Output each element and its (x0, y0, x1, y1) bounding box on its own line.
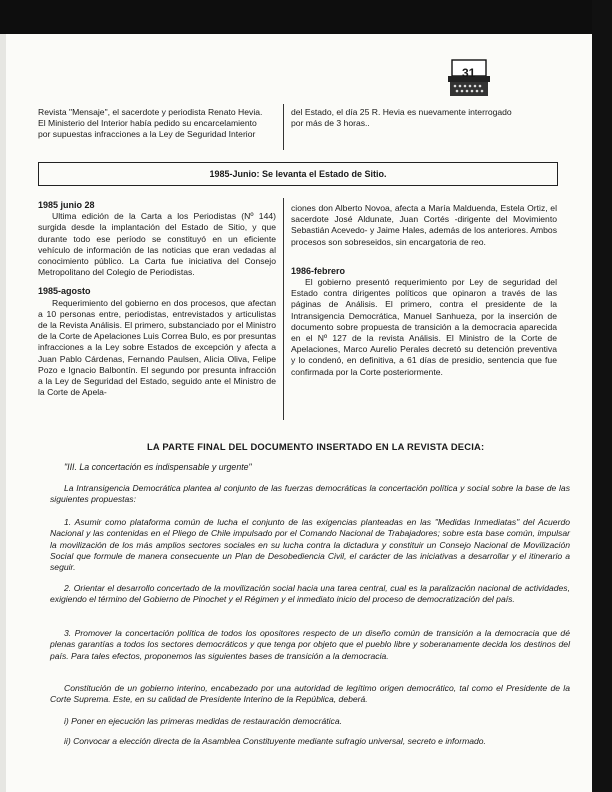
top-right-text (291, 107, 561, 129)
text-line: por más de 3 horas.. (291, 118, 370, 129)
right-column (291, 203, 557, 378)
text-line: por supuestas infracciones a la Ley de Seguridad Interior (38, 129, 256, 140)
entry-heading: 1985 junio 28 (38, 200, 95, 210)
scan-border-top (0, 0, 612, 34)
doc-paragraph: ii) Convocar a elección directa de la Asamblea Constituyente mediante sufragio universal, secreto e informado. (64, 736, 486, 746)
left-column (38, 200, 276, 398)
document-constitution (50, 683, 570, 706)
text-line: Revista "Mensaje", el sacerdote y periodista Renato Hevia. (38, 107, 263, 117)
document-item-1 (50, 517, 570, 573)
text-line: El Ministerio del Interior había pedido su encarcelamiento (38, 118, 257, 129)
document-sub-i (50, 716, 570, 727)
text-line: del Estado, el día 25 R. Hevia es nuevamente interrogado (291, 107, 512, 117)
doc-paragraph: 2. Orientar el desarrollo concertado de la movilización social hacia una tarea central, cual es la paralización nacional de actividades, exigiendo el término del Gobierno de Pinochet y el Régimen y el inmediato inicio del proceso de democratización del país. (50, 583, 570, 605)
column-divider (283, 104, 284, 150)
doc-paragraph: 1. Asumir como plataforma común de lucha el conjunto de las exigencias planteadas en las "Medidas Inmediatas" del Acuerdo Nacional y las contenidas en el Pliego de Chile impulsado por el Comando Nacional de Trabajadores; sobre esta base común, impulsar la movilización de los más amplios sectores sociales en su lucha contra la dictadura y constituir un Consejo Nacional de Movilización Social que formule de manera consecuente un Plan de Desobediencia Civil, el carácter de las iniciativas a desarrollar y el itinerario a seguir. (50, 517, 570, 573)
page-number: 31 (462, 66, 476, 80)
document-sub-ii (50, 736, 570, 747)
entry-paragraph: ciones don Alberto Novoa, afecta a María Malduenda, Estela Ortiz, el sacerdote José Aldunate, Juan Cortés -dirigente del Movimiento Sebastián Acevedo- y Jaime Hales, además de los anteriores. Ambos procesos son sobreseidos, sin encargatoria de reo. (291, 203, 557, 247)
scan-border-right (592, 0, 612, 792)
section-title: LA PARTE FINAL DEL DOCUMENTO INSERTADO EN LA REVISTA DECIA: (147, 441, 485, 452)
scan-border-left (0, 34, 6, 792)
entry-heading: 1986-febrero (291, 265, 346, 276)
doc-paragraph: Constitución de un gobierno interino, encabezado por una autoridad de legítimo origen democrático, tal como el Presidente de la Corte Suprema. Este, en su calidad de Presidente Interino de la República, deberá. (50, 683, 570, 705)
entry-heading: 1985-agosto (38, 286, 91, 297)
column-divider (283, 198, 284, 420)
entry-paragraph: El gobierno presentó requerimiento por Ley de seguridad del Estado contra dirigentes políticos que opinaron a través de las páginas de Análisis. El primero, contra el presidente de la Intransigencia Democrática, Manuel Sanhueza, por la inserción de documento sobre propuesta de transición a la democracia aparecida en el Nº 127 de la revista Análisis. El Ministro de la Corte de Apelaciones, Marco Aurelio Perales decretó su detención preventiva y lo condenó, en definitiva, a 61 días de presidio, sentencia que fue confirmada por la Corte posteriormente. (291, 277, 557, 377)
entry-paragraph: Ultima edición de la Carta a los Periodistas (Nº 144) surgida desde la implantación del Estado de Sitio, y que durante todo ese período se constituyó en un eficiente vehículo de información de las noticias que eran vedadas al conocimiento público. La Carta fue iniciativa del Consejo Metropolitano del Colegio de Periodistas. (38, 211, 276, 278)
doc-paragraph: 3. Promover la concertación política de todos los opositores respecto de un diseño común de transición a la democracia que dé plenas garantías a todos los sectores democráticos y que tenga por objeto que el pueblo libre y soberanamente decida los destinos del país. Para tales efectos, proponemos las siguientes bases de transición a la democracia. (50, 628, 570, 661)
top-left-text (38, 107, 278, 141)
entry-paragraph: Requerimiento del gobierno en dos procesos, que afectan a 10 personas entre, periodistas, entrevistados y articulistas de la Revista Análisis. El primero, substanciado por el Ministro de la Corte de Apelaciones Luis Correa Bulo, es por presuntas infracciones a la Ley sobre Estados de excepción y afecta a Juan Pablo Cárdenas, Fernando Paulsen, Alicia Oliva, Felipe Pozo e Ignacio Balbontín. El segundo por presunta infracción a la Ley de Seguridad del Estado, seguido ante el Ministro de la Corte de Apela- (38, 297, 276, 398)
document-item-2 (50, 583, 570, 606)
section-banner: 1985-Junio: Se levanta el Estado de Sitio. (38, 162, 558, 186)
document-item-3 (50, 628, 570, 662)
doc-paragraph: i) Poner en ejecución las primeras medidas de restauración democrática. (64, 716, 343, 726)
quote-heading: "III. La concertación es indispensable y urgente" (64, 462, 252, 472)
doc-paragraph: La Intransigencia Democrática plantea al conjunto de las fuerzas democráticas la concertación política y social sobre la base de las siguientes propuestas: (50, 483, 570, 505)
document-intro (50, 483, 570, 506)
